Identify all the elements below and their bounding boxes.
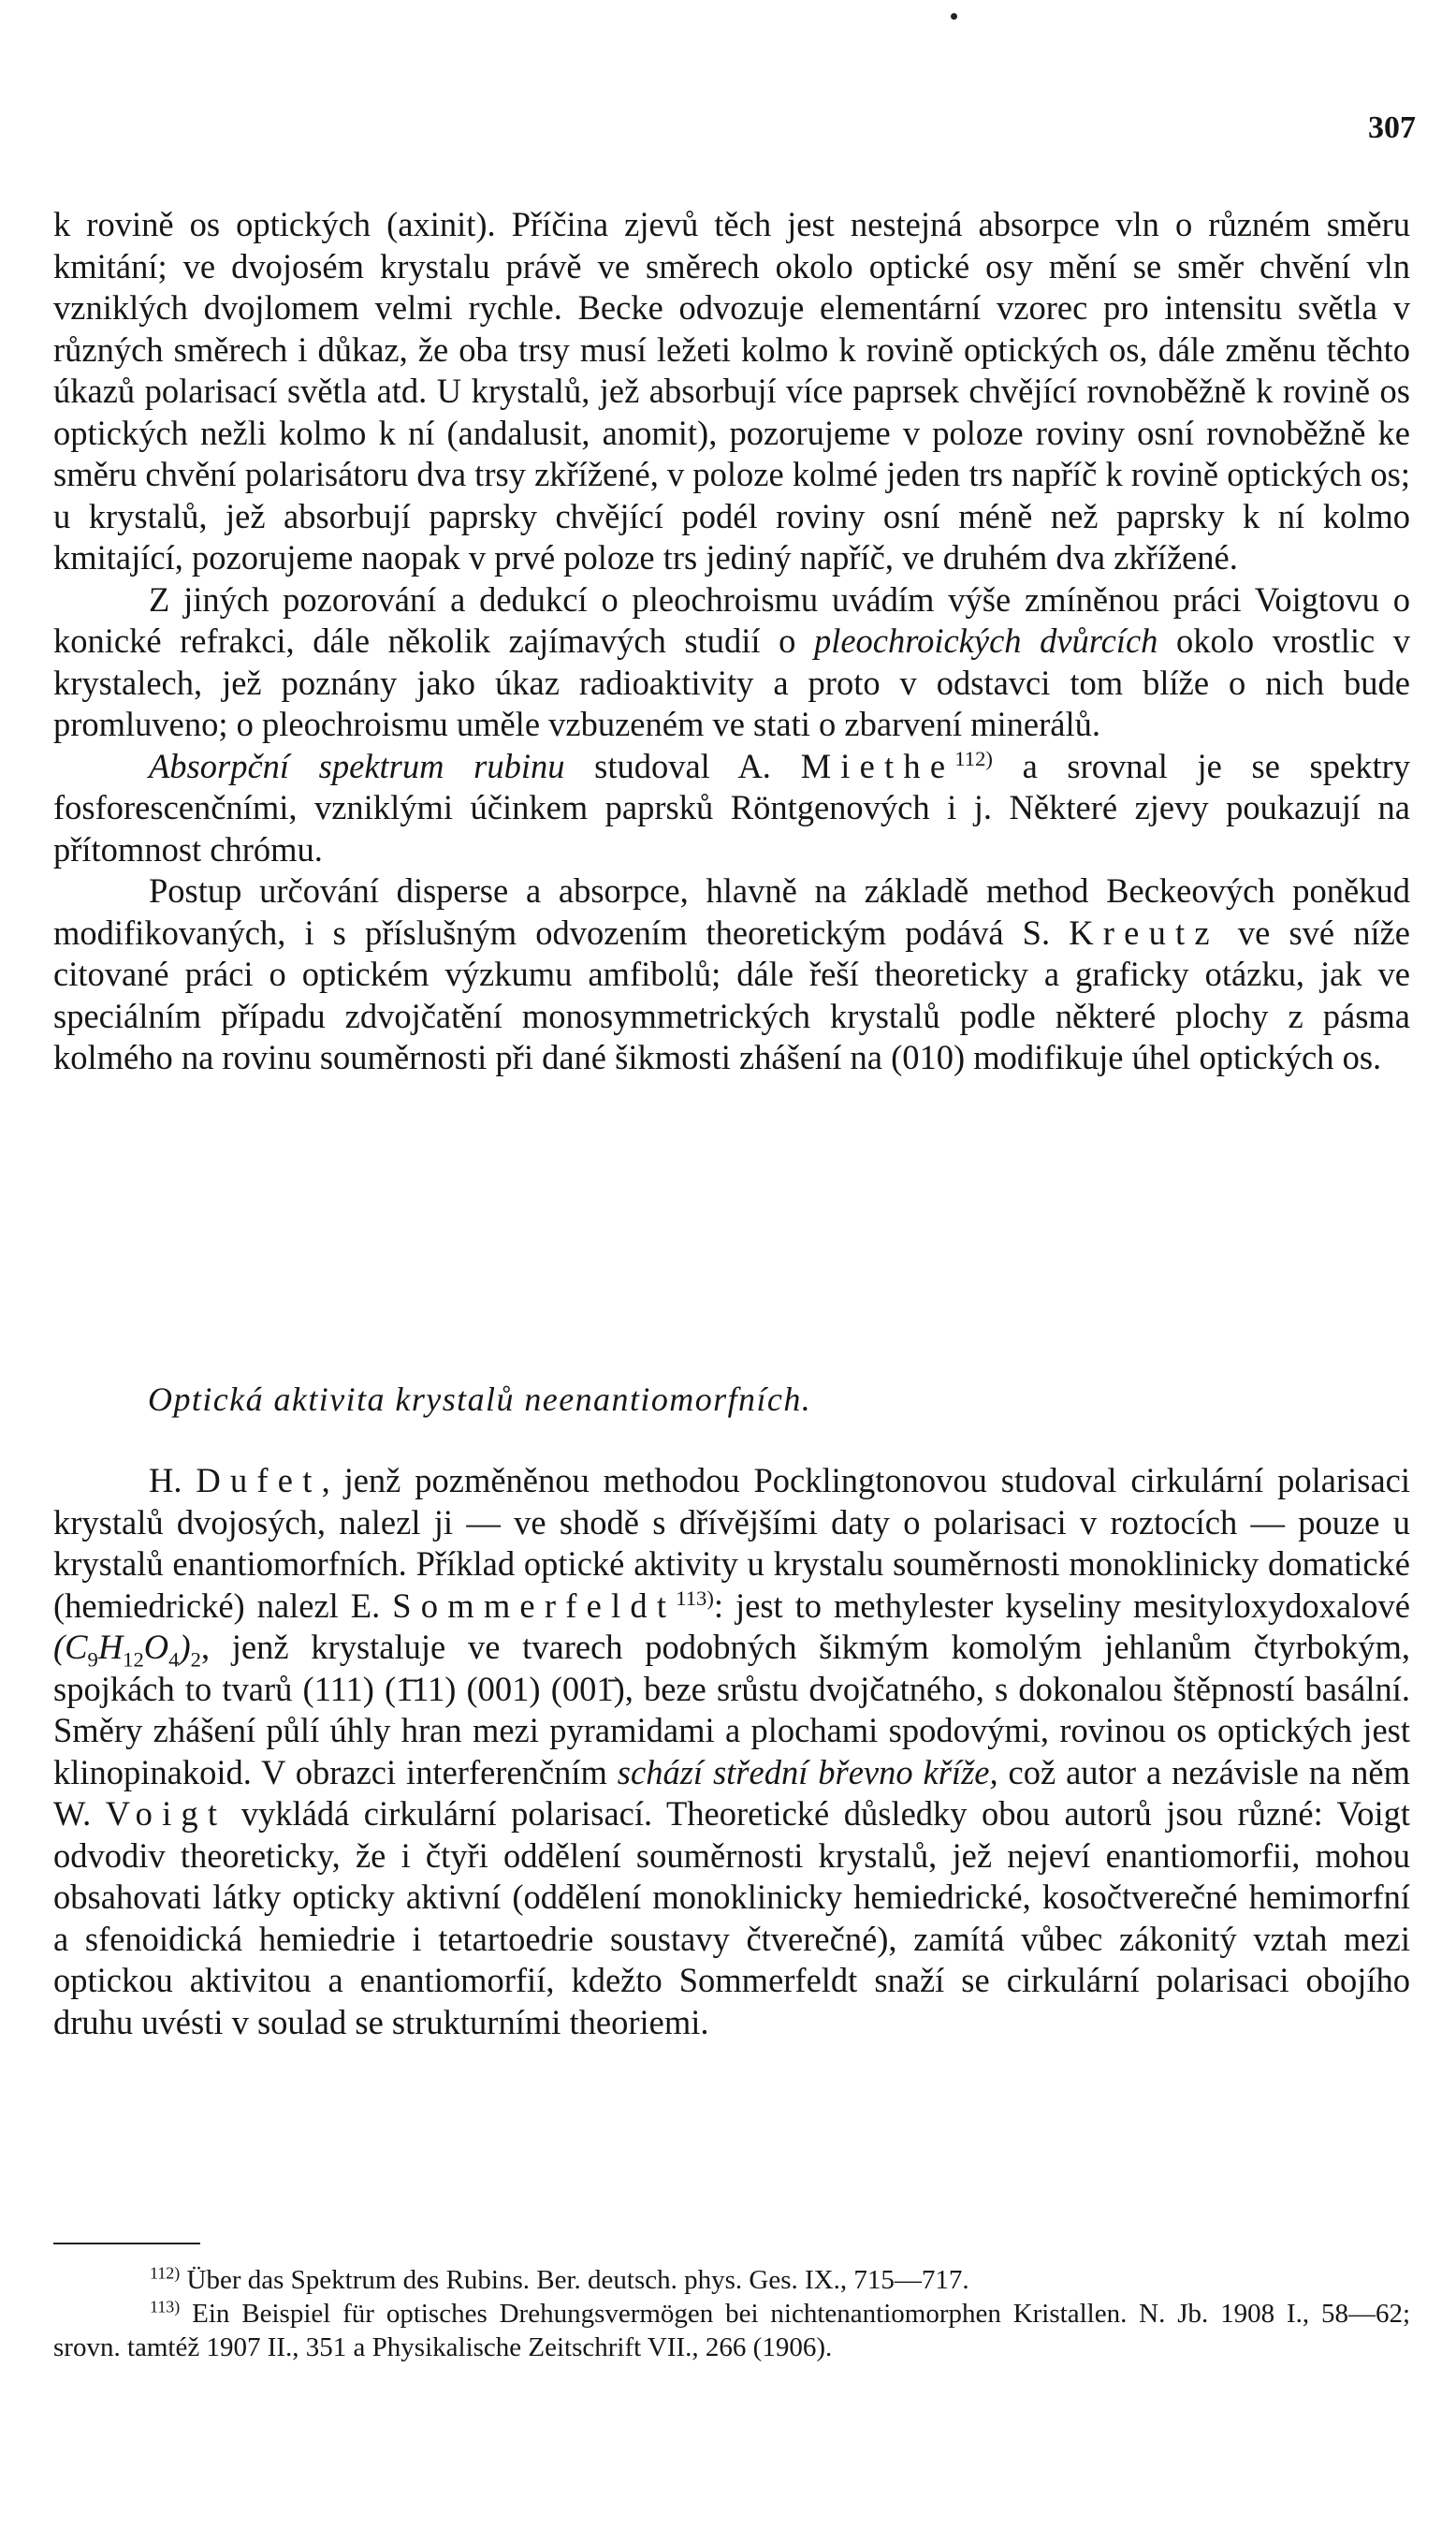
italic-text: pleochroických dvůrcích [813,621,1158,660]
text-run: : jest to methylester kyseliny mesityloxydoxalové [713,1586,1410,1625]
spaced-name: Kreutz [1069,913,1219,952]
footnote-mark: 112) [150,2263,181,2283]
footnote-mark: 113) [150,2297,181,2316]
italic-text: H [97,1628,124,1666]
footnote-reference: 113) [676,1586,714,1610]
paragraph [53,204,1410,579]
footnote [53,2297,1410,2364]
page-speck [951,13,957,20]
paragraph [53,1460,1410,2043]
footnote-separator [53,2243,200,2244]
text-run: 2 [190,1647,201,1672]
text-run: 4 [168,1647,180,1672]
footnote-reference: 112) [954,746,993,770]
spaced-name: Sommerfeldt [392,1586,677,1625]
text-run: 12 [123,1647,144,1672]
italic-text: ) [179,1628,191,1666]
body-text-upper [53,204,1410,1079]
footnote-text: Über das Spektrum des Rubins. Ber. deutsch. phys. Ges. IX., 715—717. [186,2265,969,2295]
text-run: Z jiných pozorování a dedukcí o pleochroismu uvádím výše zmíněnou práci Voigtovu o konické refrakci, dále několik zajímavých studií o [53,579,1410,660]
text-run: vykládá cirkulární polarisací. Theoretické důsledky obou autorů jsou různé: Voigt odvodiv theoreticky, že i čtyři oddělení souměrnosti krystalů, jež nejeví enantiomorfii, mohou obsahovati látky opticky aktivní (oddělení monoklinicky hemiedrické, kosočtverečné hemimorfní a sfenoidická hemiedrie i tetartoedrie soustavy čtverečné), zamítá vůbec zákonitý vztah mezi optickou aktivitou a enantiomorfií, kdežto Sommerfeldt snaží se cirkulární polarisaci obojího druhu uvésti v soulad se strukturními theoriemi. [53,1794,1410,2041]
italic-text: schází střední břevno kříže, [617,1752,998,1791]
text-run: H. [149,1461,197,1499]
paragraph [53,746,1410,871]
text-run: Postup určování disperse a absorpce, hlavně na základě method Beckeových poněkud modifikovaných, i s příslušným odvozením theoretickým podává S. [53,871,1410,952]
text-run: , jenž krystaluje ve tvarech podobných šikmým komolým jehlanům čtyrbokým, spojkách to tvarů (111) (1̄11) (001) (001̄), beze srůstu dvojčatného, s dokonalou štěpností basální. Směry zhášení půlí úhly hran mezi pyramidami a plochami spodovými, rovinou os optických jest klinopinakoid. V obrazci interferenčním [53,1628,1410,1791]
text-run: okolo vrostlic v krystalech, jež poznány jako úkaz radioaktivity a proto v odstavci tom blíže o nich bude promluveno; o pleochroismu uměle vzbuzeném ve stati o zbarvení minerálů. [53,621,1410,743]
text-run: což autor a nezávisle na něm W. [53,1752,1410,1833]
spaced-name: Dufet [196,1461,322,1499]
text-run: k rovině os optických (axinit). Příčina zjevů těch jest nestejná absorpce vln o různém směru kmitání; ve dvojosém krystalu právě ve směrech okolo optické osy mění se směr chvění vln vzniklých dvojlomem velmi rychle. Becke odvozuje elementární vzorec pro intensitu světla v různých směrech i důkaz, že oba trsy musí ležeti kolmo k rovině optických os, dále změnu těchto úkazů polarisací světla atd. U krystalů, jež absorbují více paprsek chvějící rovnoběžně k rovině os optických nežli kolmo k ní (andalusit, anomit), pozorujeme v poloze roviny osní rovnoběžně ke směru chvění polarisátoru dva trsy zkřížené, v poloze kolmé jeden trs napříč k rovině optických os; u krystalů, jež absorbují paprsky chvějící podél roviny osní méně než paprsky k ní kolmo kmitající, pozorujeme naopak v prvé poloze trs jediný napříč, ve druhém dva zkřížené. [53,205,1410,577]
page-number: 307 [1368,110,1416,145]
body-text-lower [53,1460,1410,2043]
footnote-text: Ein Beispiel für optisches Drehungsvermögen bei nichtenantiomorphen Kristallen. N. Jb. 1908 I., 58—62; srovn. tamtéž 1907 II., 351 a Physikalische Zeitschrift VII., 266 (1906). [53,2299,1411,2362]
spaced-name: Miethe [800,746,955,785]
text-run: a srovnal je se spektry fosforescenčními, vzniklými účinkem paprsků Röntgenových i j. Některé zjevy poukazují na přítomnost chrómu. [53,746,1410,869]
text-run: , jenž pozměněnou methodou Pocklingtonovou studoval cirkulární polarisaci krystalů dvojosých, nalezl ji — ve shodě s dřívějšími daty o polarisaci v roztocích — pouze u krystalů enantiomorfních. Příklad optické aktivity u krystalu souměrnosti monoklinicky domatické (hemiedrické) nalezl E. [53,1461,1410,1625]
section-heading: Optická aktivita krystalů neenantiomorfních. [148,1381,812,1418]
text-run: ve své níže citované práci o optickém výzkumu amfibolů; dále řeší theoreticky a graficky otázku, jak ve speciálním případu zdvojčatění monosymmetrických krystalů podle některé plochy z pásma kolmého na rovinu souměrnosti při dané šikmosti zhášení na (010) modifikuje úhel optických os. [53,913,1410,1076]
italic-text: Absorpční spektrum rubinu [149,746,565,785]
paragraph [53,579,1410,746]
spaced-name: Voigt [105,1794,227,1833]
footnote [53,2263,1410,2297]
text-run: 9 [87,1647,98,1672]
italic-text: (C [53,1628,88,1666]
paragraph [53,870,1410,1079]
italic-text: O [143,1628,169,1666]
text-run: studoval A. [564,746,801,785]
